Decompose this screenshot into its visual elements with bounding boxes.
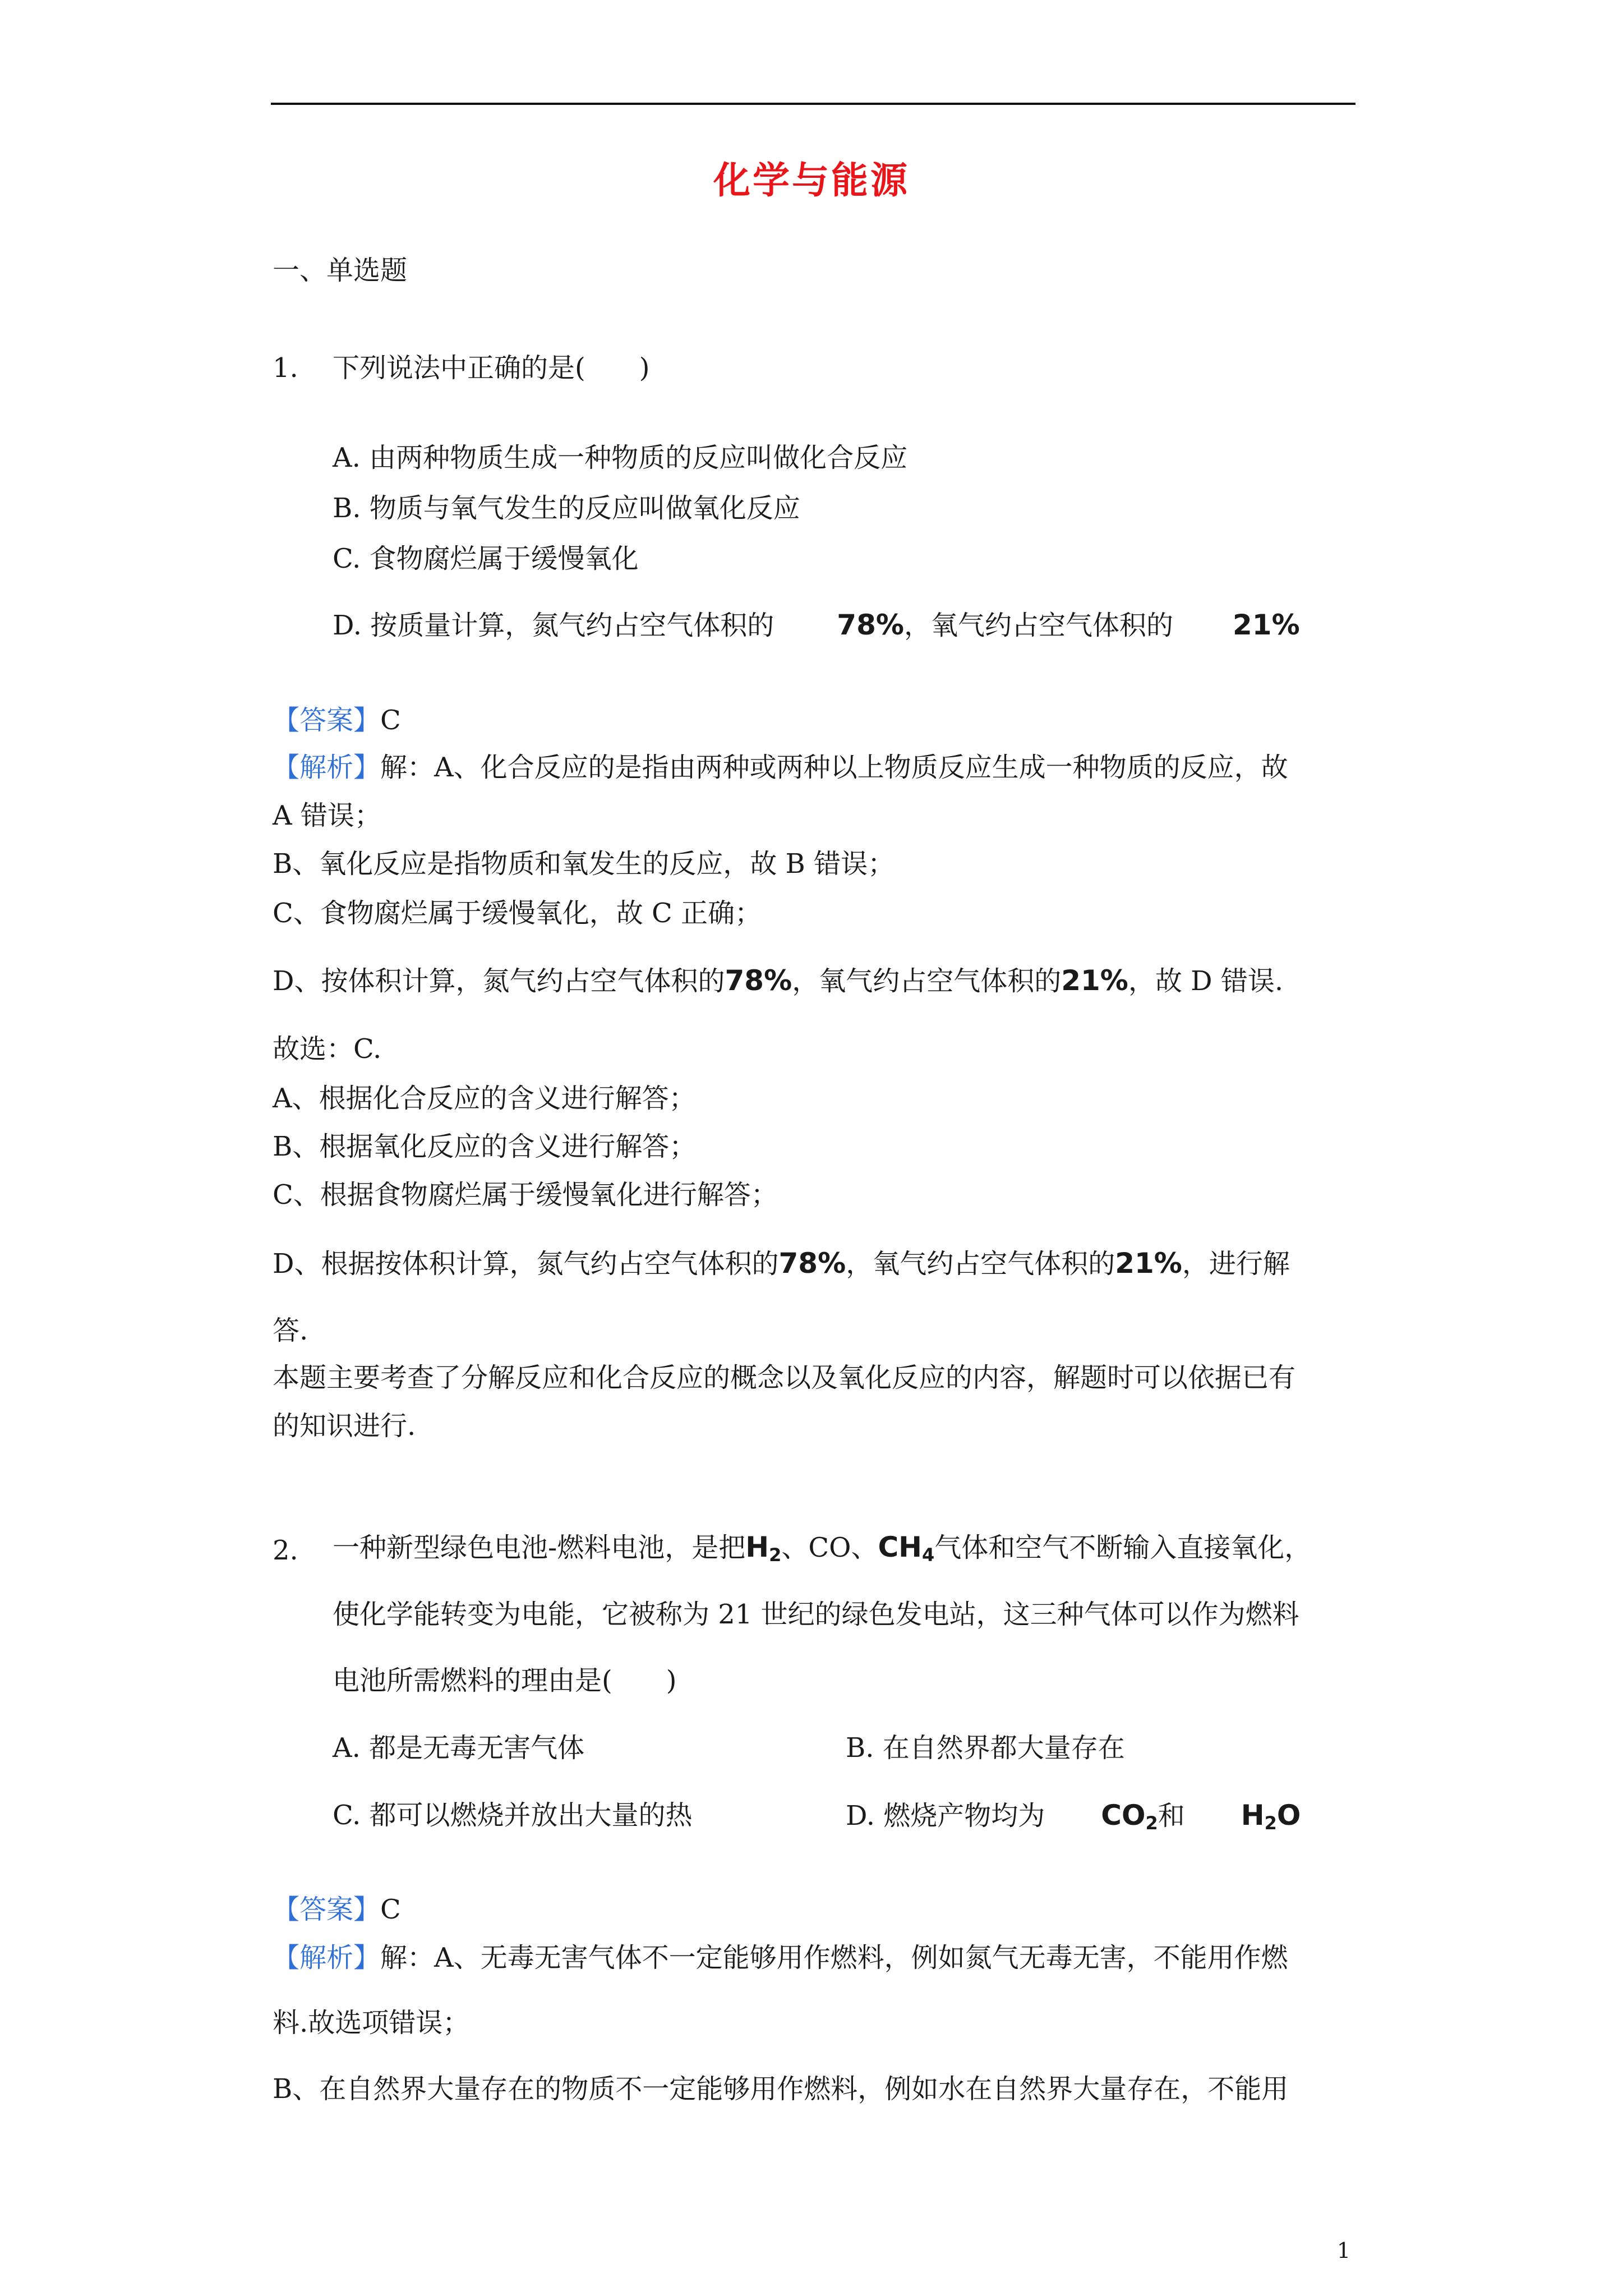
formula-h2 bbox=[745, 1531, 782, 1566]
section-heading: 一、单选题 bbox=[273, 255, 408, 286]
q1-answer bbox=[273, 703, 401, 737]
n2-percent: 78% bbox=[725, 964, 792, 997]
analysis-tag: 【解析】 bbox=[273, 1942, 381, 1973]
formula-co2 bbox=[1101, 1799, 1158, 1832]
q1-analysis-line-8: B、根据氧化反应的含义进行解答； bbox=[273, 1131, 697, 1162]
q1-analysis-line-11: 答. bbox=[273, 1315, 308, 1346]
q1-analysis-line-1 bbox=[273, 751, 1288, 784]
analysis-text: ，氧气约占空气体积的 bbox=[846, 1248, 1115, 1280]
stem-text: 、CO、 bbox=[781, 1532, 878, 1563]
q1-analysis-line-4: C、食物腐烂属于缓慢氧化，故 C 正确； bbox=[273, 898, 762, 929]
formula-part: CH bbox=[878, 1531, 922, 1563]
formula-ch4 bbox=[878, 1531, 935, 1566]
q1-analysis-line-13: 的知识进行. bbox=[273, 1410, 416, 1442]
answer-tag: 【答案】 bbox=[273, 705, 381, 736]
q1-analysis-line-12: 本题主要考查了分解反应和化合反应的概念以及氧化反应的内容，解题时可以依据已有 bbox=[273, 1362, 1296, 1393]
formula-subscript: 2 bbox=[1145, 1812, 1158, 1834]
q2-answer bbox=[273, 1893, 401, 1926]
q1-stem: 下列说法中正确的是( ) bbox=[333, 352, 650, 384]
q1-option-d-text: D. 按质量计算，氮气约占空气体积的 bbox=[333, 610, 774, 641]
q1-analysis-line-10 bbox=[273, 1246, 1290, 1281]
analysis-text: 解：A、无毒无害气体不一定能够用作燃料，例如氮气无毒无害，不能用作燃 bbox=[380, 1942, 1288, 1973]
q2-option-a: A. 都是无毒无害气体 bbox=[333, 1732, 585, 1764]
page-title: 化学与能源 bbox=[713, 159, 910, 202]
q1-option-a: A. 由两种物质生成一种物质的反应叫做化合反应 bbox=[333, 442, 908, 473]
q1-analysis-line-7: A、根据化合反应的含义进行解答； bbox=[273, 1083, 696, 1114]
answer-value: C bbox=[380, 1894, 401, 1925]
analysis-text: ，故 D 错误. bbox=[1128, 965, 1284, 997]
q1-option-d bbox=[333, 608, 1300, 642]
formula-h2o bbox=[1241, 1799, 1301, 1832]
analysis-text: ，进行解 bbox=[1182, 1248, 1290, 1280]
option-text: D. 燃烧产物均为 bbox=[846, 1800, 1045, 1832]
q2-option-c: C. 都可以燃烧并放出大量的热 bbox=[333, 1800, 693, 1831]
q2-option-b: B. 在自然界都大量存在 bbox=[846, 1732, 1125, 1764]
q1-option-d-mid: ，氧气约占空气体积的 bbox=[903, 610, 1173, 641]
analysis-text: ，氧气约占空气体积的 bbox=[792, 965, 1062, 997]
q2-analysis-line-2: 料.故选项错误； bbox=[273, 2007, 470, 2039]
analysis-text: 解：A、化合反应的是指由两种或两种以上物质反应生成一种物质的反应，故 bbox=[380, 752, 1288, 783]
option-text: 和 bbox=[1158, 1800, 1185, 1832]
stem-text: 一种新型绿色电池-燃料电池，是把 bbox=[333, 1532, 746, 1563]
q1-number: 1. bbox=[273, 352, 298, 384]
formula-subscript: 4 bbox=[922, 1544, 935, 1566]
o2-percent: 21% bbox=[1115, 1247, 1182, 1280]
q2-option-d bbox=[846, 1798, 1301, 1840]
formula-subscript: 2 bbox=[1264, 1812, 1277, 1834]
analysis-text: D、根据按体积计算，氮气约占空气体积的 bbox=[273, 1248, 779, 1280]
q1-analysis-line-6: 故选：C. bbox=[273, 1033, 382, 1065]
stem-text: 气体和空气不断输入直接氧化， bbox=[934, 1532, 1312, 1563]
page-number: 1 bbox=[1336, 2238, 1350, 2263]
formula-part: O bbox=[1276, 1799, 1301, 1832]
q2-stem-line-3: 电池所需燃料的理由是( ) bbox=[333, 1665, 677, 1696]
q1-analysis-line-5 bbox=[273, 964, 1283, 998]
q1-option-d-n2: 78% bbox=[837, 609, 904, 641]
formula-part: CO bbox=[1101, 1799, 1146, 1832]
q2-stem-line-1 bbox=[333, 1530, 1311, 1572]
answer-value: C bbox=[380, 705, 401, 736]
q2-stem-line-2: 使化学能转变为电能，它被称为 21 世纪的绿色发电站，这三种气体可以作为燃料 bbox=[333, 1599, 1299, 1630]
q1-option-d-o2: 21% bbox=[1233, 609, 1300, 641]
header-rule bbox=[271, 103, 1355, 105]
answer-tag: 【答案】 bbox=[273, 1894, 381, 1925]
q2-analysis-line-3: B、在自然界大量存在的物质不一定能够用作燃料，例如水在自然界大量存在，不能用 bbox=[273, 2073, 1289, 2105]
formula-part: H bbox=[745, 1531, 769, 1563]
q2-number: 2. bbox=[273, 1535, 298, 1566]
q1-analysis-line-2: A 错误； bbox=[273, 800, 381, 831]
q1-analysis-line-9: C、根据食物腐烂属于缓慢氧化进行解答； bbox=[273, 1179, 778, 1211]
q1-option-c: C. 食物腐烂属于缓慢氧化 bbox=[333, 543, 639, 574]
q1-option-b: B. 物质与氧气发生的反应叫做氧化反应 bbox=[333, 493, 800, 524]
analysis-tag: 【解析】 bbox=[273, 752, 381, 783]
formula-part: H bbox=[1241, 1799, 1265, 1832]
analysis-text: D、按体积计算，氮气约占空气体积的 bbox=[273, 965, 725, 997]
o2-percent: 21% bbox=[1061, 964, 1128, 997]
formula-subscript: 2 bbox=[769, 1544, 782, 1566]
q2-analysis-line-1 bbox=[273, 1941, 1288, 1975]
q1-analysis-line-3: B、氧化反应是指物质和氧发生的反应，故 B 错误； bbox=[273, 848, 895, 880]
n2-percent: 78% bbox=[778, 1247, 846, 1280]
